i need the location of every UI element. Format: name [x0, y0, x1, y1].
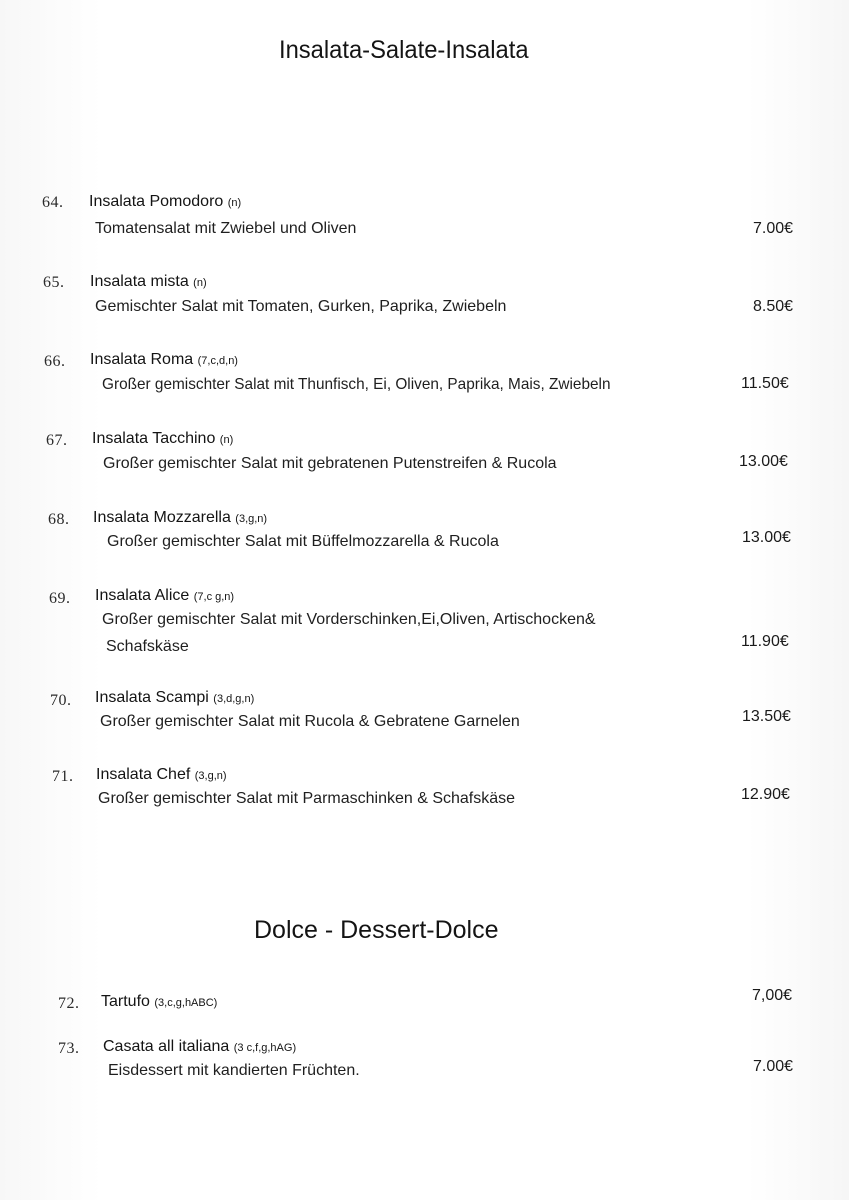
item-description: Großer gemischter Salat mit Vorderschinken,Ei,Oliven, Artischocken&	[102, 611, 596, 628]
item-number: 69.	[49, 590, 71, 607]
item-number: 71.	[52, 768, 74, 785]
item-price: 13.00€	[742, 529, 791, 546]
item-name: Insalata Mozzarella (3,g,n)	[93, 509, 268, 526]
item-price: 13.50€	[742, 708, 791, 725]
allergen-codes: (n)	[227, 197, 242, 209]
allergen-codes: (3,c,g,hABC)	[154, 997, 218, 1009]
item-price: 7.00€	[753, 220, 794, 237]
allergen-codes: (7,c g,n)	[193, 591, 235, 603]
item-number: 65.	[43, 274, 65, 291]
item-price: 7.00€	[753, 1058, 794, 1075]
item-number: 64.	[42, 194, 64, 211]
item-number: 73.	[58, 1040, 80, 1057]
item-description: Gemischter Salat mit Tomaten, Gurken, Paprika, Zwiebeln	[95, 298, 507, 315]
allergen-codes: (7,c,d,n)	[197, 355, 238, 367]
item-price: 12.90€	[741, 786, 790, 803]
item-name: Insalata Alice (7,c g,n)	[95, 587, 235, 604]
item-description: Eisdessert mit kandierten Früchten.	[108, 1062, 360, 1079]
item-description: Großer gemischter Salat mit Rucola & Gebratene Garnelen	[100, 713, 520, 730]
item-description: Tomatensalat mit Zwiebel und Oliven	[95, 220, 357, 237]
item-description: Großer gemischter Salat mit gebratenen Putenstreifen & Rucola	[103, 455, 557, 472]
allergen-codes: (n)	[219, 434, 234, 446]
item-number: 70.	[50, 692, 72, 709]
item-number: 66.	[44, 353, 66, 370]
item-price: 7,00€	[752, 987, 793, 1004]
allergen-codes: (3 c,f,g,hAG)	[233, 1042, 297, 1054]
item-price: 8.50€	[753, 298, 794, 315]
item-description: Großer gemischter Salat mit Parmaschinken & Schafskäse	[98, 790, 516, 807]
item-number: 72.	[58, 995, 80, 1012]
item-price: 11.90€	[741, 633, 789, 650]
item-name: Tartufo (3,c,g,hABC)	[101, 993, 218, 1010]
item-name: Insalata Roma (7,c,d,n)	[90, 351, 238, 368]
item-name: Insalata Chef (3,g,n)	[96, 766, 227, 783]
item-price: 13.00€	[739, 453, 788, 470]
item-name: Casata all italiana (3 c,f,g,hAG)	[103, 1038, 297, 1055]
allergen-codes: (n)	[193, 277, 207, 289]
allergen-codes: (3,d,g,n)	[213, 693, 255, 705]
item-description: Großer gemischter Salat mit Büffelmozzarella & Rucola	[107, 533, 499, 550]
salads-heading: Insalata-Salate-Insalata	[279, 36, 529, 64]
allergen-codes: (3,g,n)	[194, 770, 227, 782]
item-name: Insalata mista (n)	[90, 273, 207, 290]
item-description-line-2: Schafskäse	[106, 638, 189, 655]
item-name: Insalata Scampi (3,d,g,n)	[95, 689, 255, 706]
allergen-codes: (3,g,n)	[235, 513, 268, 525]
item-description: Großer gemischter Salat mit Thunfisch, Ei, Oliven, Paprika, Mais, Zwiebeln	[102, 376, 611, 393]
desserts-heading: Dolce - Dessert-Dolce	[254, 916, 499, 944]
item-number: 67.	[46, 432, 68, 449]
item-name: Insalata Tacchino (n)	[92, 430, 234, 447]
item-number: 68.	[48, 511, 70, 528]
item-name: Insalata Pomodoro (n)	[89, 193, 242, 210]
item-price: 11.50€	[741, 375, 789, 392]
